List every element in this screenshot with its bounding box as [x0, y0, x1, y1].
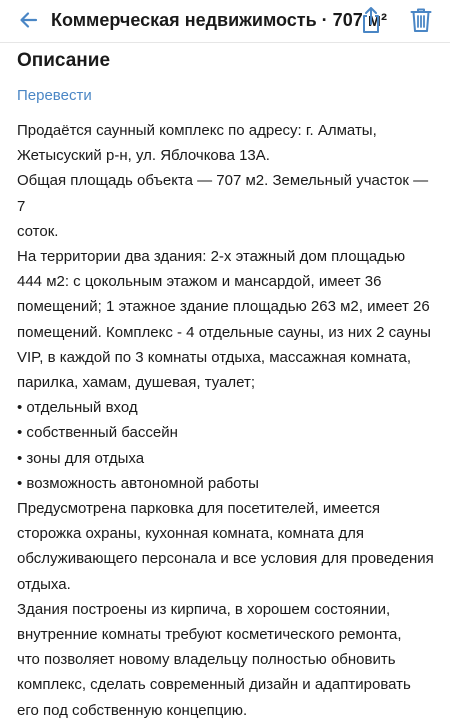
- bullet-item: • возможность автономной работы: [17, 474, 259, 492]
- description-paragraph: Продаётся саунный комплекс по адресу: г. Алматы, Жетысуский р-н, ул. Яблочкова 13А.: [17, 122, 377, 165]
- bullet-item: • зоны для отдыха: [17, 449, 145, 467]
- description-paragraph: На территории два здания: 2-х этажный дом площадью 444 м2: с цокольным этажом и мансардой, имеет 36 помещений; 1 этажное здание площадью 263 м2, имеет 26 помещений. Комплекс - 4 отдельные сауны, из них 2 сауны VIP, в каждой по 3 комнаты отдыха, массажная комната, парилка, хамам, душевая, туалет;: [17, 248, 431, 392]
- delete-button[interactable]: [405, 4, 437, 36]
- top-bar: [0, 0, 450, 43]
- description-text: [17, 118, 437, 723]
- arrow-left-icon: [19, 10, 39, 30]
- description-paragraph: Здания построены из кирпича, в хорошем состоянии, внутренние комнаты требуют косметического ремонта, что позволяет новому владельцу полностью обновить комплекс, сделать современный дизайн и адаптировать его под собственную концепцию.: [17, 600, 411, 719]
- bullet-item: • собственный бассейн: [17, 424, 178, 442]
- share-button[interactable]: [356, 4, 386, 36]
- page-title: Коммерческая недвижимость · 707 м²: [51, 10, 388, 30]
- share-icon: [360, 6, 382, 34]
- translate-link[interactable]: Перевести: [17, 87, 92, 104]
- bullet-item: • отдельный вход: [17, 399, 138, 417]
- trash-icon: [410, 7, 432, 33]
- description-paragraph: Общая площадь объекта — 707 м2. Земельный участок — 7 соток.: [17, 172, 429, 240]
- description-paragraph: Предусмотрена парковка для посетителей, имеется сторожка охраны, кухонная комната, комната для обслуживающего персонала и все условия для проведения отдыха.: [17, 500, 434, 593]
- back-button[interactable]: [14, 6, 44, 34]
- section-heading: Описание: [17, 50, 111, 71]
